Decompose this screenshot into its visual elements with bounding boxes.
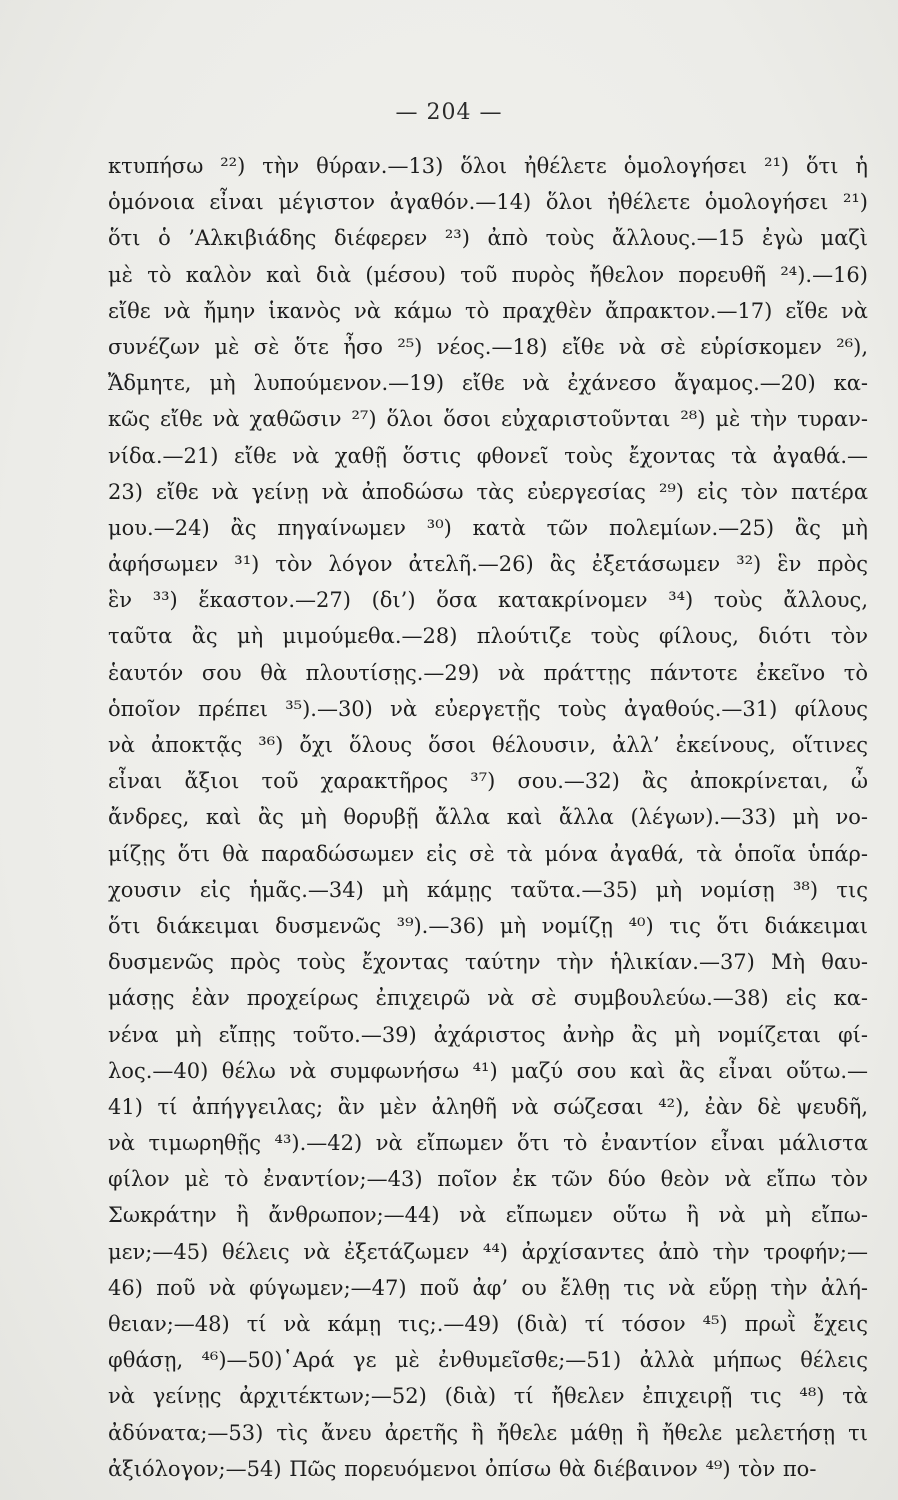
text-line: λος.—40) θέλω νὰ συμφωνήσω ⁴¹) μαζύ σου καὶ ἂς εἶναι οὕτω.— <box>108 1058 868 1083</box>
text-line: φίλον μὲ τὸ ἐναντίον;—43) ποῖον ἐκ τῶν δύο θεὸν νὰ εἴπω τὸν <box>108 1167 868 1192</box>
text-line: ὁμόνοια εἶναι μέγιστον ἀγαθόν.—14) ὅλοι ἠθέλετε ὁμολογήσει ²¹) <box>108 190 868 215</box>
text-line: θειαν;—48) τί νὰ κάμῃ τις;.—49) (διὰ) τί τόσον ⁴⁵) πρωῒ ἔχεις <box>108 1312 868 1336</box>
text-line: ὅτι ὁ ’Αλκιβιάδης διέφερεν ²³) ἀπὸ τοὺς ἄλλους.—15 ἐγὼ μαζὶ <box>108 226 868 251</box>
text-line: Σωκράτην ἢ ἄνθρωπον;—44) νὰ εἴπωμεν οὕτω ἢ νὰ μὴ εἴπω- <box>108 1203 868 1228</box>
text-line: μάσῃς ἐὰν προχείρως ἐπιχειρῶ νὰ σὲ συμβουλεύω.—38) εἰς κα- <box>108 986 868 1011</box>
text-line: ὁποῖον πρέπει ³⁵).—30) νὰ εὐεργετῇς τοὺς ἀγαθούς.—31) φίλους <box>108 696 868 721</box>
text-line: 41) τί ἀπήγγειλας; ἂν μὲν ἀληθῆ νὰ σώζεσαι ⁴²), ἐὰν δὲ ψευδῆ, <box>108 1094 868 1119</box>
text-line: κῶς εἴθε νὰ χαθῶσιν ²⁷) ὅλοι ὅσοι εὐχαριστοῦνται ²⁸) μὲ τὴν τυραν- <box>108 407 868 432</box>
text-line: ἓν ³³) ἕκαστον.—27) (δι’) ὅσα κατακρίνομεν ³⁴) τοὺς ἄλλους, <box>108 588 868 613</box>
text-line: δυσμενῶς πρὸς τοὺς ἔχοντας ταύτην τὴν ἡλικίαν.—37) Μὴ θαυ- <box>108 950 868 975</box>
text-line: μεν;—45) θέλεις νὰ ἐξετάζωμεν ⁴⁴) ἀρχίσαντες ἀπὸ τὴν τροφήν;— <box>108 1239 868 1264</box>
text-line: ἀφήσωμεν ³¹) τὸν λόγον ἀτελῆ.—26) ἂς ἐξετάσωμεν ³²) ἓν πρὸς <box>108 552 868 577</box>
text-line: μου.—24) ἂς πηγαίνωμεν ³⁰) κατὰ τῶν πολεμίων.—25) ἂς μὴ <box>108 515 868 540</box>
text-line: χουσιν εἰς ἡμᾶς.—34) μὴ κάμῃς ταῦτα.—35) μὴ νομίσῃ ³⁸) τις <box>108 877 868 902</box>
text-line: ταῦτα ἂς μὴ μιμούμεθα.—28) πλούτιζε τοὺς φίλους, διότι τὸν <box>108 624 868 649</box>
text-line: μὲ τὸ καλὸν καὶ διὰ (μέσου) τοῦ πυρὸς ἤθελον πορευθῆ ²⁴).—16) <box>108 262 868 287</box>
text-line: ἄνδρες, καὶ ἂς μὴ θορυβῇ ἄλλα καὶ ἄλλα (λέγων).—33) μὴ νο- <box>108 805 868 830</box>
text-line: εἴθε νὰ ἤμην ἱκανὸς νὰ κάμω τὸ πραχθὲν ἄπρακτον.—17) εἴθε νὰ <box>108 298 868 323</box>
text-line: ἀξιόλογον;—54) Πῶς πορευόμενοι ὀπίσω θὰ διέβαινον ⁴⁹) τὸν πο- <box>108 1456 817 1481</box>
text-line: φθάσῃ, ⁴⁶)—50)῾Αρά γε μὲ ἐνθυμεῖσθε;—51) ἀλλὰ μήπως θέλεις <box>108 1348 868 1373</box>
text-line: νὰ γείνῃς ἀρχιτέκτων;—52) (διὰ) τί ἤθελεν ἐπιχειρῇ τις ⁴⁸) τὰ <box>108 1384 868 1409</box>
text-line: εἶναι ἄξιοι τοῦ χαρακτῆρος ³⁷) σου.—32) ἂς ἀποκρίνεται, ὦ <box>108 769 868 794</box>
text-line: 23) εἴθε νὰ γείνῃ νὰ ἀποδώσω τὰς εὐεργεσίας ²⁹) εἰς τὸν πατέρα <box>108 479 868 504</box>
text-line: ἀδύνατα;—53) τὶς ἄνευ ἀρετῆς ἢ ἤθελε μάθῃ ἢ ἤθελε μελετήσῃ τι <box>108 1420 868 1445</box>
text-line: νὰ τιμωρηθῇς ⁴³).—42) νὰ εἴπωμεν ὅτι τὸ ἐναντίον εἶναι μάλιστα <box>108 1131 868 1156</box>
text-line: Ἄδμητε, μὴ λυπούμενον.—19) εἴθε νὰ ἐχάνεσο ἄγαμος.—20) κα- <box>108 371 868 396</box>
text-line: 46) ποῦ νὰ φύγωμεν;—47) ποῦ ἀφ’ ου ἔλθῃ τις νὰ εὕρῃ τὴν ἀλή- <box>108 1275 868 1300</box>
text-line: συνέζων μὲ σὲ ὅτε ἦσο ²⁵) νέος.—18) εἴθε νὰ σὲ εὑρίσκομεν ²⁶), <box>108 334 868 359</box>
text-line: μίζῃς ὅτι θὰ παραδώσωμεν εἰς σὲ τὰ μόνα ἀγαθά, τὰ ὁποῖα ὑπάρ- <box>108 841 868 866</box>
page-number: — 204 — <box>395 100 503 125</box>
text-line: κτυπήσω ²²) τὴν θύραν.—13) ὅλοι ἠθέλετε ὁμολογήσει ²¹) ὅτι ἡ <box>108 154 868 178</box>
text-line: νίδα.—21) εἴθε νὰ χαθῇ ὅστις φθονεῖ τοὺς ἔχοντας τὰ ἀγαθά.— <box>108 443 868 468</box>
text-line: νένα μὴ εἴπῃς τοῦτο.—39) ἀχάριστος ἀνὴρ ἂς μὴ νομίζεται φί- <box>108 1022 868 1047</box>
text-line: νὰ ἀποκτᾷς ³⁶) ὄχι ὅλους ὅσοι θέλουσιν, ἀλλ’ ἐκείνους, οἵτινες <box>108 733 868 757</box>
text-line: ἑαυτόν σου θὰ πλουτίσῃς.—29) νὰ πράττῃς πάντοτε ἐκεῖνο τὸ <box>108 660 868 685</box>
text-line: ὅτι διάκειμαι δυσμενῶς ³⁹).—36) μὴ νομίζῃ ⁴⁰) τις ὅτι διάκειμαι <box>108 913 868 938</box>
page-body-text <box>108 148 868 1487</box>
